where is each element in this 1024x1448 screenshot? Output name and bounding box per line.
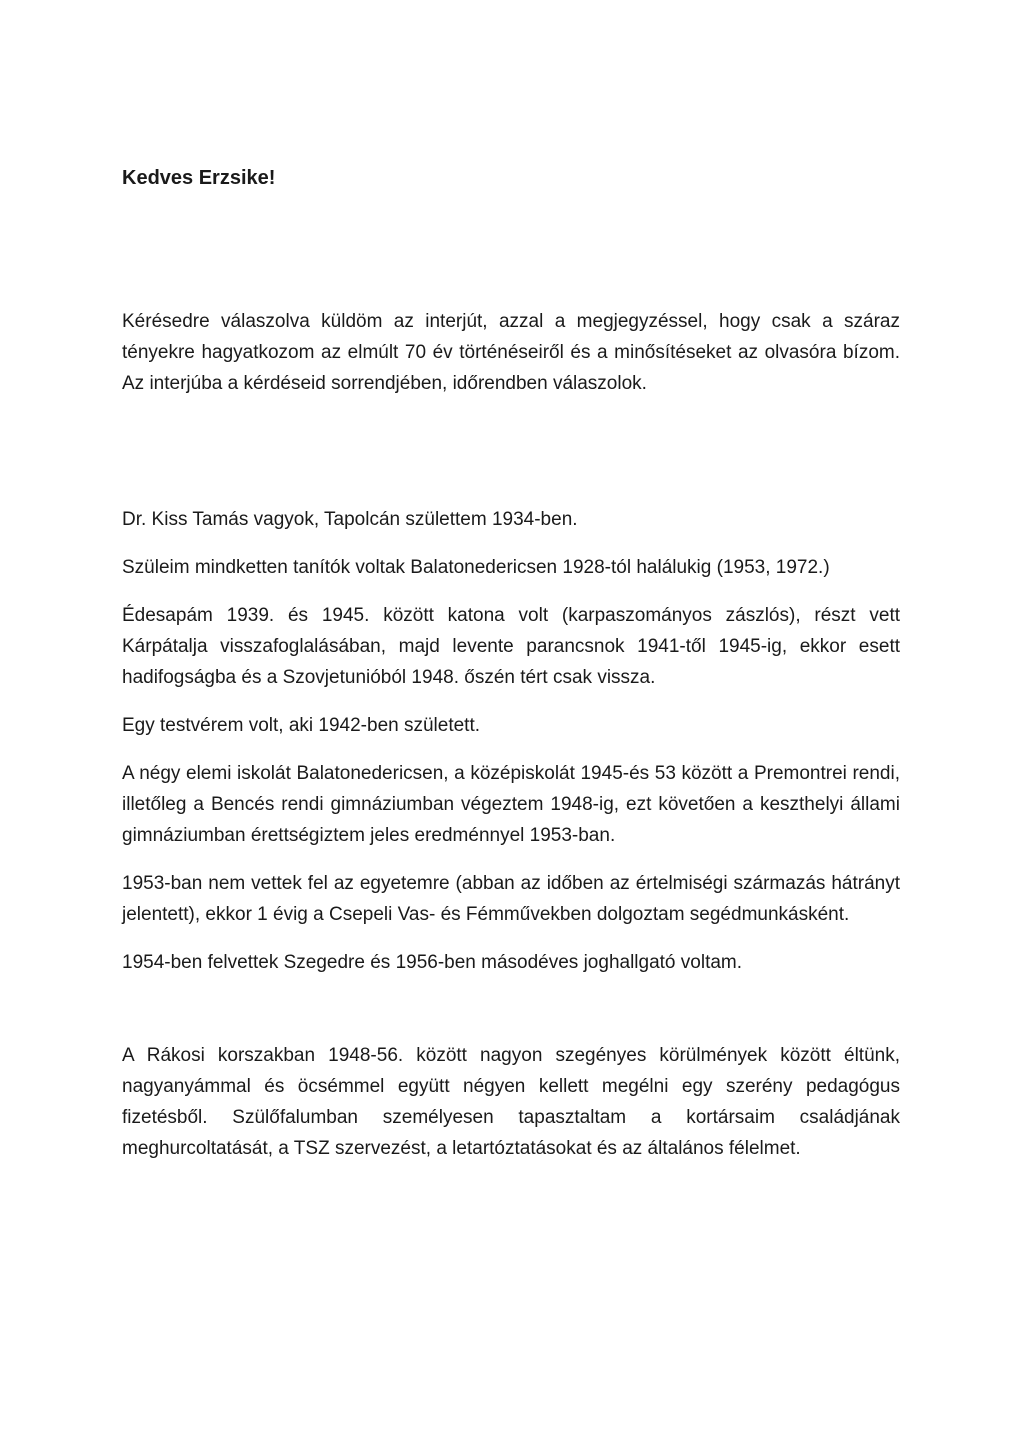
letter-paragraph-sibling: Egy testvérem volt, aki 1942-ben született. xyxy=(122,715,481,736)
letter-paragraph-father: Édesapám 1939. és 1945. között katona volt (karpaszományos zászlós), részt vett Kárpátalja visszafoglalásában, majd levente parancsnok 1941-től 1945-ig, ekkor esett hadifogságba és a Szovjetunióból 1948. őszén tért csak vissza. xyxy=(122,605,900,688)
letter-paragraph-law-student: 1954-ben felvettek Szegedre és 1956-ben másodéves joghallgató voltam. xyxy=(122,952,743,973)
letter-greeting: Kedves Erzsike! xyxy=(122,167,276,189)
letter-paragraph-rakosi-era: A Rákosi korszakban 1948-56. között nagyon szegényes körülmények között éltünk, nagyanyámmal és öcsémmel együtt négyen kellett megélni egy szerény pedagógus fizetésből. Szülőfalumban személyesen tapasztaltam a kortársaim családjának meghurcoltatását, a TSZ szervezést, a letartóztatásokat és az általános félelmet. xyxy=(122,1045,900,1159)
letter-paragraph-schooling: A négy elemi iskolát Balatonedericsen, a középiskolát 1945-és 53 között a Premontrei rendi, illetőleg a Bencés rendi gimnáziumban végeztem 1948-ig, ezt követően a keszthelyi állami gimnáziumban érettségiztem jeles eredménnyel 1953-ban. xyxy=(122,763,900,846)
letter-paragraph-university-rejection: 1953-ban nem vettek fel az egyetemre (abban az időben az értelmiségi származás hátrányt jelentett), ekkor 1 évig a Csepeli Vas- és Fémművekben dolgoztam segédmunkásként. xyxy=(122,873,900,925)
letter-paragraph-introduction: Dr. Kiss Tamás vagyok, Tapolcán születtem 1934-ben. xyxy=(122,509,578,530)
letter-paragraph-parents: Szüleim mindketten tanítók voltak Balatonedericsen 1928-tól halálukig (1953, 1972.) xyxy=(122,557,830,578)
letter-paragraph-intro: Kérésedre válaszolva küldöm az interjút, azzal a megjegyzéssel, hogy csak a száraz tényekre hagyatkozom az elmúlt 70 év történéseiről és a minősítéseket az olvasóra bízom. Az interjúba a kérdéseid sorrendjében, időrendben válaszolok. xyxy=(122,311,900,394)
